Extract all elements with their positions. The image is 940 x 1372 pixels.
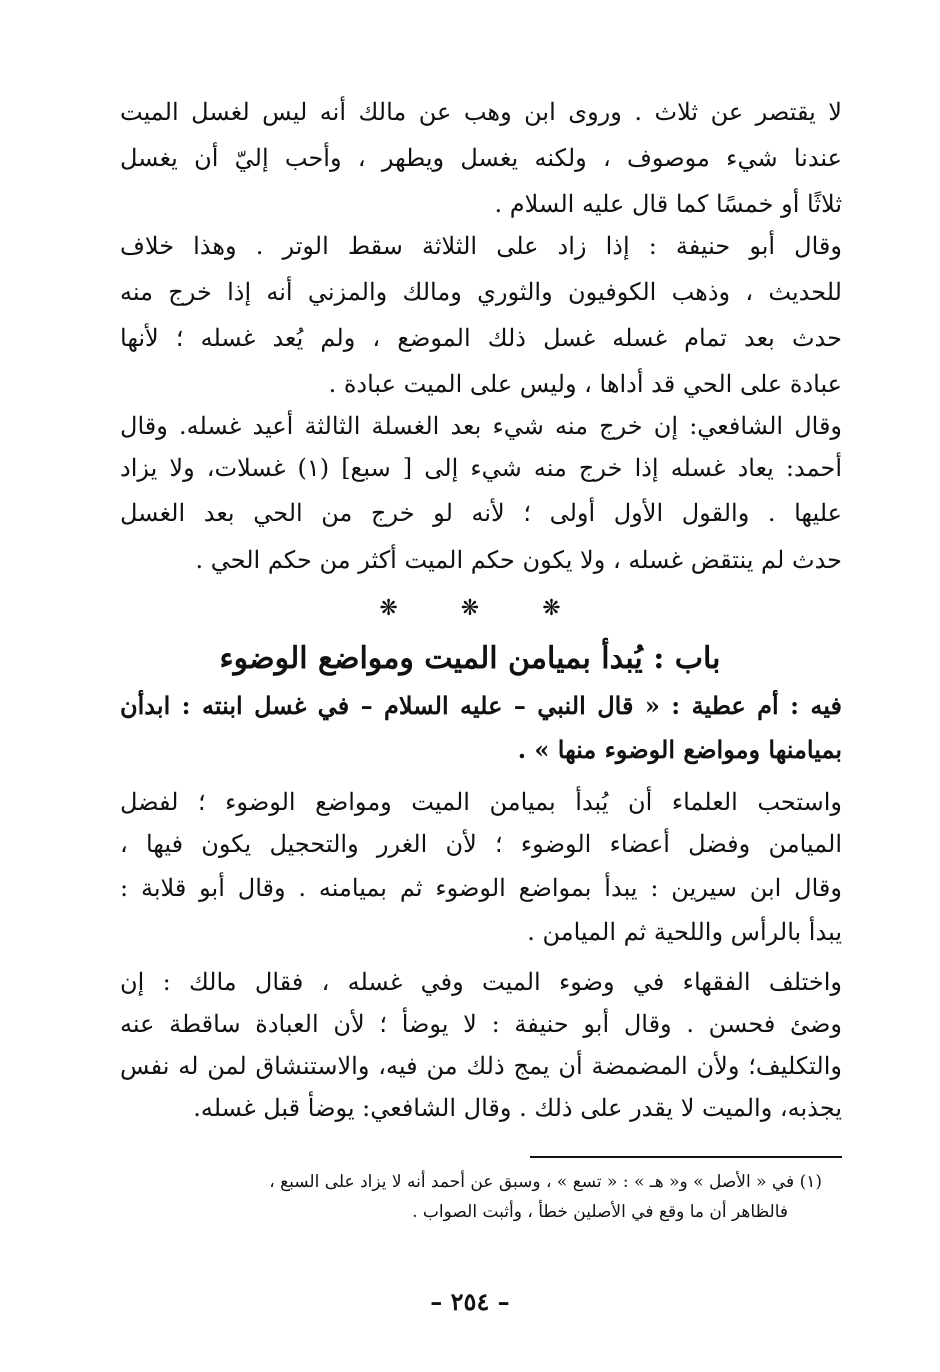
text-line: فيه : أم عطية : « قال النبي – عليه السلام – في غسل ابنته : ابدأن — [120, 691, 842, 720]
text-line: واختلف الفقهاء في وضوء الميت وفي غسله ، فقال مالك : إن — [120, 968, 842, 996]
text-line: حدث لم ينتقض غسله ، ولا يكون حكم الميت أكثر من حكم الحي . — [195, 546, 842, 574]
text-line: وضئ فحسن . وقال أبو حنيفة : لا يوضأ ؛ لأن العبادة ساقطة عنه — [120, 1010, 842, 1038]
footnote-line: (١) في « الأصل » و« هـ » : « تسع » ، وسبق عن أحمد أنه لا يزاد على السبع ، — [269, 1172, 822, 1192]
page-number: – ٢٥٤ – — [430, 1287, 510, 1316]
text-line: ثلاثًا أو خمسًا كما قال عليه السلام . — [494, 190, 842, 218]
star-ornament-icon: ❋ — [379, 596, 398, 621]
text-line: واستحب العلماء أن يُبدأ بميامن الميت ومواضع الوضوء ؛ لفضل — [120, 788, 842, 816]
text-line: عليها . والقول الأول أولى ؛ لأنه لو خرج من الحي بعد الغسل — [120, 499, 842, 527]
text-line: عبادة على الحي قد أداها ، وليس على الميت عبادة . — [328, 370, 842, 398]
footnote-line: فالظاهر أن ما وقع في الأصلين خطأ ، وأثبت الصواب . — [412, 1202, 788, 1222]
text-line: حدث بعد تمام غسله غسل ذلك الموضع ، ولم يُعد غسله ؛ لأنها — [120, 324, 842, 352]
text-line: بميامنها ومواضع الوضوء منها » . — [517, 735, 842, 764]
text-line: وقال ابن سيرين : يبدأ بمواضع الوضوء ثم بميامنه . وقال أبو قلابة : — [120, 874, 842, 902]
text-line: وقال أبو حنيفة : إذا زاد على الثلاثة سقط الوتر . وهذا خلاف — [120, 232, 842, 260]
text-line: أحمد: يعاد غسله إذا خرج منه شيء إلى [ سبع] (١) غسلات، ولا يزاد — [120, 454, 842, 482]
text-line: الميامن وفضل أعضاء الوضوء ؛ لأن الغرر والتحجيل يكون فيها ، — [120, 830, 842, 858]
text-line: عندنا شيء موصوف ، ولكنه يغسل ويطهر ، وأحب إليّ أن يغسل — [120, 144, 842, 172]
text-line: يجذبه، والميت لا يقدر على ذلك . وقال الشافعي: يوضأ قبل غسله. — [193, 1094, 842, 1122]
text-line: وقال الشافعي: إن خرج منه شيء بعد الغسلة الثالثة أعيد غسله. وقال — [120, 412, 842, 440]
text-line: والتكليف؛ ولأن المضمضة أن يمج ذلك من فيه، والاستنشاق لمن له نفس — [120, 1052, 842, 1080]
text-line: للحديث ، وذهب الكوفيون والثوري ومالك والمزني أنه إذا خرج منه — [120, 278, 842, 306]
chapter-title: باب : يُبدأ بميامن الميت ومواضع الوضوء — [219, 641, 721, 676]
text-line: لا يقتصر عن ثلاث . وروى ابن وهب عن مالك أنه ليس لغسل الميت — [120, 98, 842, 126]
text-line: يبدأ بالرأس واللحية ثم الميامن . — [527, 918, 842, 946]
section-separator — [0, 596, 940, 620]
star-ornament-icon: ❋ — [460, 596, 480, 621]
star-ornament-icon: ❋ — [542, 596, 561, 621]
footnote-divider — [530, 1156, 842, 1158]
